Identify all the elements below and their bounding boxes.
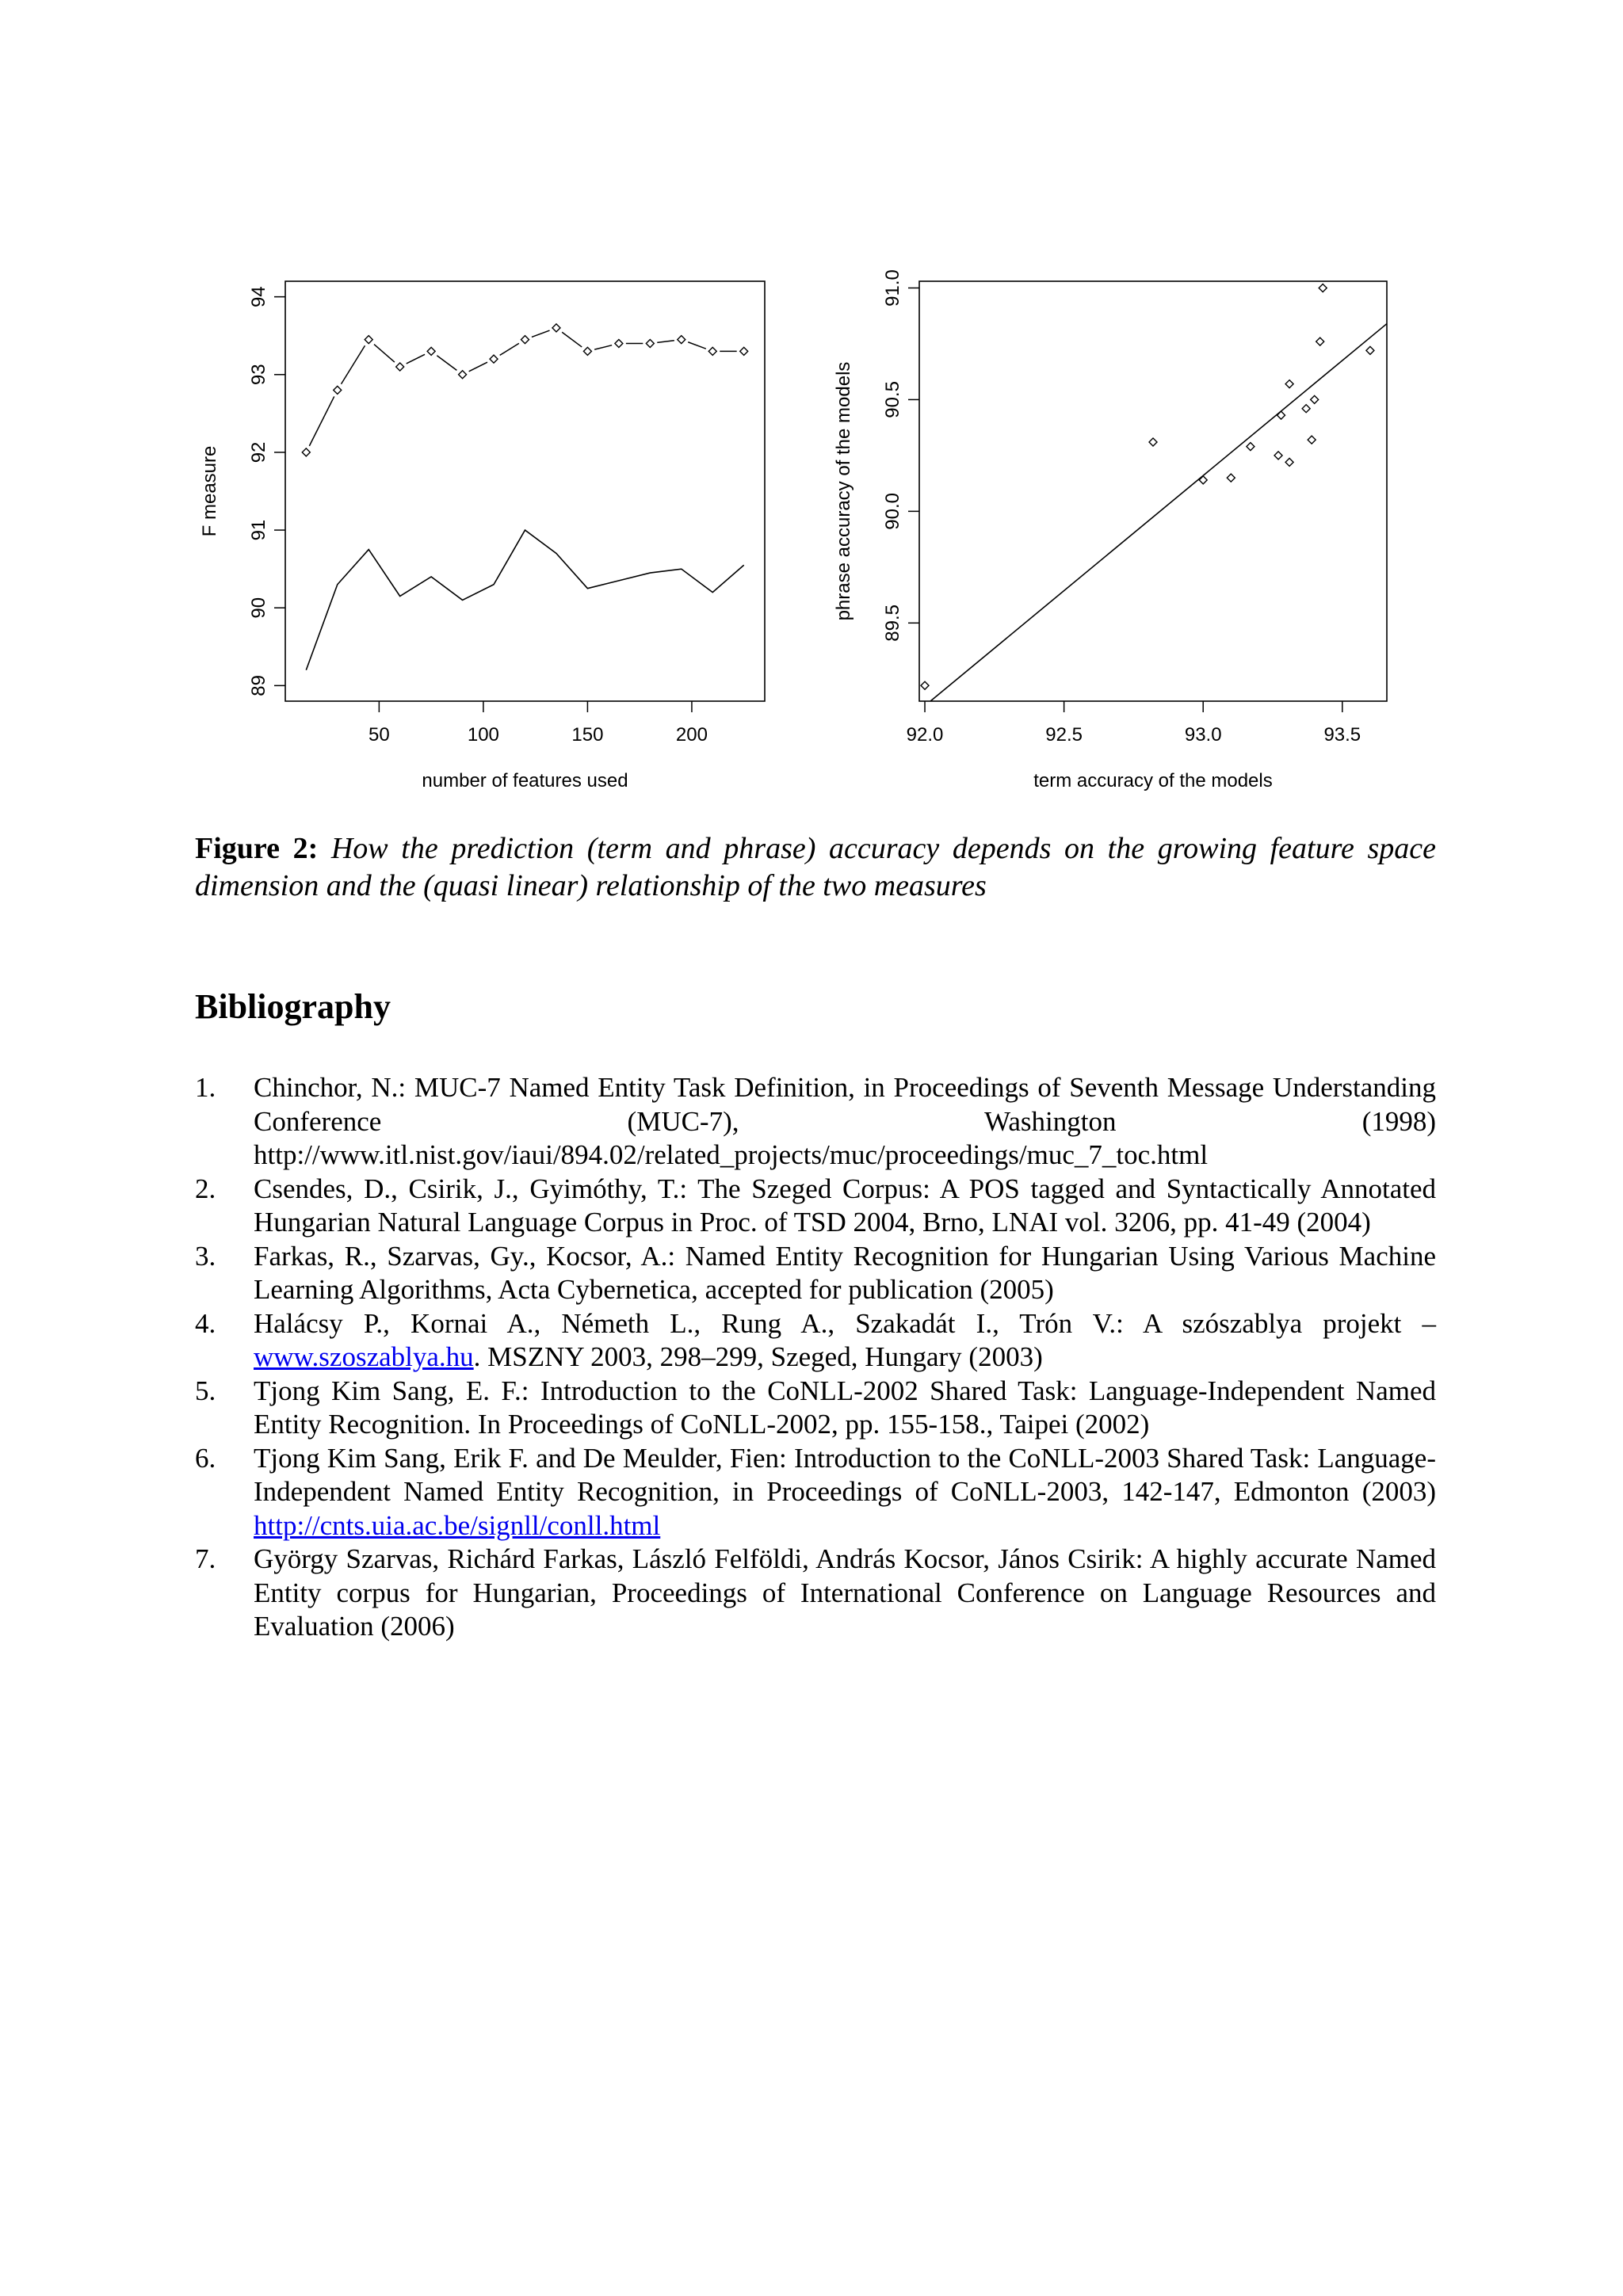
series-segment-phrase [500, 343, 519, 355]
reference-item [195, 1307, 1436, 1375]
x-tick-label: 93.5 [1323, 724, 1361, 746]
y-tick-label: 92 [248, 441, 269, 463]
f-measure-line-chart [182, 261, 785, 816]
scatter-point [1302, 405, 1310, 413]
scatter-point [1308, 436, 1316, 444]
figure-caption [195, 830, 1436, 905]
reference-item [195, 1240, 1436, 1307]
data-point-phrase [552, 324, 560, 332]
reference-number: 1. [195, 1072, 216, 1103]
reference-text: György Szarvas, Richárd Farkas, László Felföldi, András Kocsor, János Csirik: A highly accurate Named Entity corpus for Hungarian, Proceedings of International Conference on Language Resources and Evaluation (2006) [254, 1543, 1436, 1642]
reference-text: Tjong Kim Sang, E. F.: Introduction to the CoNLL-2002 Shared Task: Language-Independent Named Entity Recognition. In Proceedings of CoNLL-2002, pp. 155-158., Taipei (2002) [254, 1375, 1436, 1440]
scatter-point [1247, 443, 1254, 451]
series-segment-phrase [688, 342, 706, 349]
y-tick-label: 90.0 [882, 493, 903, 530]
data-point-phrase [302, 448, 310, 456]
scatter-point [1285, 380, 1293, 388]
y-tick-label: 91.0 [882, 269, 903, 307]
caption-label: Figure 2: [195, 832, 319, 865]
x-tick-label: 150 [571, 724, 604, 746]
y-axis-label: F measure [199, 445, 220, 537]
scatter-point [1274, 452, 1282, 460]
reference-link[interactable]: http://cnts.uia.ac.be/signll/conll.html [254, 1509, 661, 1541]
y-tick-label: 91 [248, 519, 269, 541]
data-point-phrase [678, 336, 685, 344]
reference-text: Chinchor, N.: MUC-7 Named Entity Task Definition, in Proceedings of Seventh Message Understanding Conference (MUC-7), Washington (1998) http://www.itl.nist.gov/iaui/894.02/related_projects/muc/proceedings/muc_7_toc.html [254, 1072, 1436, 1170]
y-tick-label: 89 [248, 675, 269, 696]
x-tick-label: 100 [467, 724, 499, 746]
x-tick-label: 50 [369, 724, 390, 746]
data-point-phrase [583, 347, 591, 355]
data-point-phrase [708, 347, 716, 355]
reference-text-after: . MSZNY 2003, 298–299, Szeged, Hungary (2003) [473, 1341, 1043, 1372]
reference-item [195, 1071, 1436, 1173]
y-tick-label: 94 [248, 286, 269, 307]
data-point-phrase [615, 340, 623, 348]
x-axis-label: number of features used [422, 770, 628, 791]
y-tick-label: 90 [248, 597, 269, 619]
y-axis-label: phrase accuracy of the models [833, 361, 854, 621]
reference-number: 4. [195, 1307, 216, 1339]
reference-number: 3. [195, 1240, 216, 1272]
reference-link[interactable]: www.szoszablya.hu [254, 1341, 474, 1372]
y-tick-label: 90.5 [882, 381, 903, 418]
scatter-point [1316, 338, 1324, 345]
reference-item [195, 1173, 1436, 1240]
reference-number: 2. [195, 1173, 216, 1204]
series-segment-phrase [437, 356, 456, 371]
data-point-phrase [646, 340, 654, 348]
data-point-phrase [396, 363, 404, 371]
reference-number: 7. [195, 1543, 216, 1574]
series-segment-phrase [374, 345, 395, 363]
reference-text: Csendes, D., Csirik, J., Gyimóthy, T.: The Szeged Corpus: A POS tagged and Syntactically Annotated Hungarian Natural Language Corpus in Proc. of TSD 2004, Brno, LNAI vol. 3206, pp. 41-49 (2004) [254, 1173, 1436, 1238]
x-tick-label: 93.0 [1184, 724, 1222, 746]
reference-item [195, 1442, 1436, 1543]
scatter-point [1227, 474, 1235, 482]
x-axis-label: term accuracy of the models [1033, 770, 1273, 791]
data-point-phrase [490, 355, 498, 363]
data-point-phrase [427, 347, 435, 355]
reference-text: Halácsy P., Kornai A., Németh L., Rung A., Szakadát I., Trón V.: A szószablya projekt – [254, 1307, 1436, 1339]
y-tick-label: 93 [248, 364, 269, 386]
scatter-point [1149, 438, 1157, 446]
scatter-point [1366, 346, 1374, 354]
caption-text: How the prediction (term and phrase) accuracy depends on the growing feature space dimension and the (quasi linear) relationship of the two measures [195, 832, 1436, 902]
reference-text: Farkas, R., Szarvas, Gy., Kocsor, A.: Named Entity Recognition for Hungarian Using Various Machine Learning Algorithms, Acta Cybernetica, accepted for publication (2005) [254, 1240, 1436, 1305]
y-tick-label: 89.5 [882, 604, 903, 642]
reference-item [195, 1375, 1436, 1442]
series-segment-phrase [657, 341, 674, 343]
data-point-phrase [521, 336, 529, 344]
reference-number: 5. [195, 1375, 216, 1406]
reference-number: 6. [195, 1442, 216, 1474]
series-segment-phrase [532, 330, 550, 337]
x-tick-label: 92.0 [906, 724, 944, 746]
series-segment-phrase [469, 362, 487, 372]
series-segment-phrase [562, 332, 582, 347]
data-point-phrase [365, 336, 372, 344]
reference-item [195, 1543, 1436, 1644]
reference-text: Tjong Kim Sang, Erik F. and De Meulder, Fien: Introduction to the CoNLL-2003 Shared Task: Language-Independent Named Entity Recognition, in Proceedings of CoNLL-2003, 142-147, Edmonton (2003) [254, 1442, 1436, 1507]
scatter-point [921, 681, 929, 689]
series-segment-phrase [341, 345, 365, 383]
series-segment-phrase [407, 354, 425, 364]
regression-line [930, 324, 1387, 701]
x-tick-label: 92.5 [1045, 724, 1083, 746]
scatter-point [1319, 284, 1327, 292]
figure-2-charts [182, 261, 1411, 816]
series-line-term [306, 530, 743, 670]
x-tick-label: 200 [675, 724, 708, 746]
scatter-point [1285, 458, 1293, 466]
series-segment-phrase [594, 345, 612, 349]
accuracy-scatter-chart [808, 261, 1434, 816]
data-point-phrase [334, 386, 342, 394]
series-segment-phrase [309, 396, 334, 445]
scatter-point [1277, 411, 1285, 419]
bibliography-heading: Bibliography [195, 987, 391, 1026]
data-point-phrase [459, 371, 467, 379]
data-point-phrase [740, 347, 748, 355]
plot-frame [919, 281, 1387, 701]
scatter-point [1311, 395, 1319, 403]
reference-list [195, 1071, 1436, 1644]
